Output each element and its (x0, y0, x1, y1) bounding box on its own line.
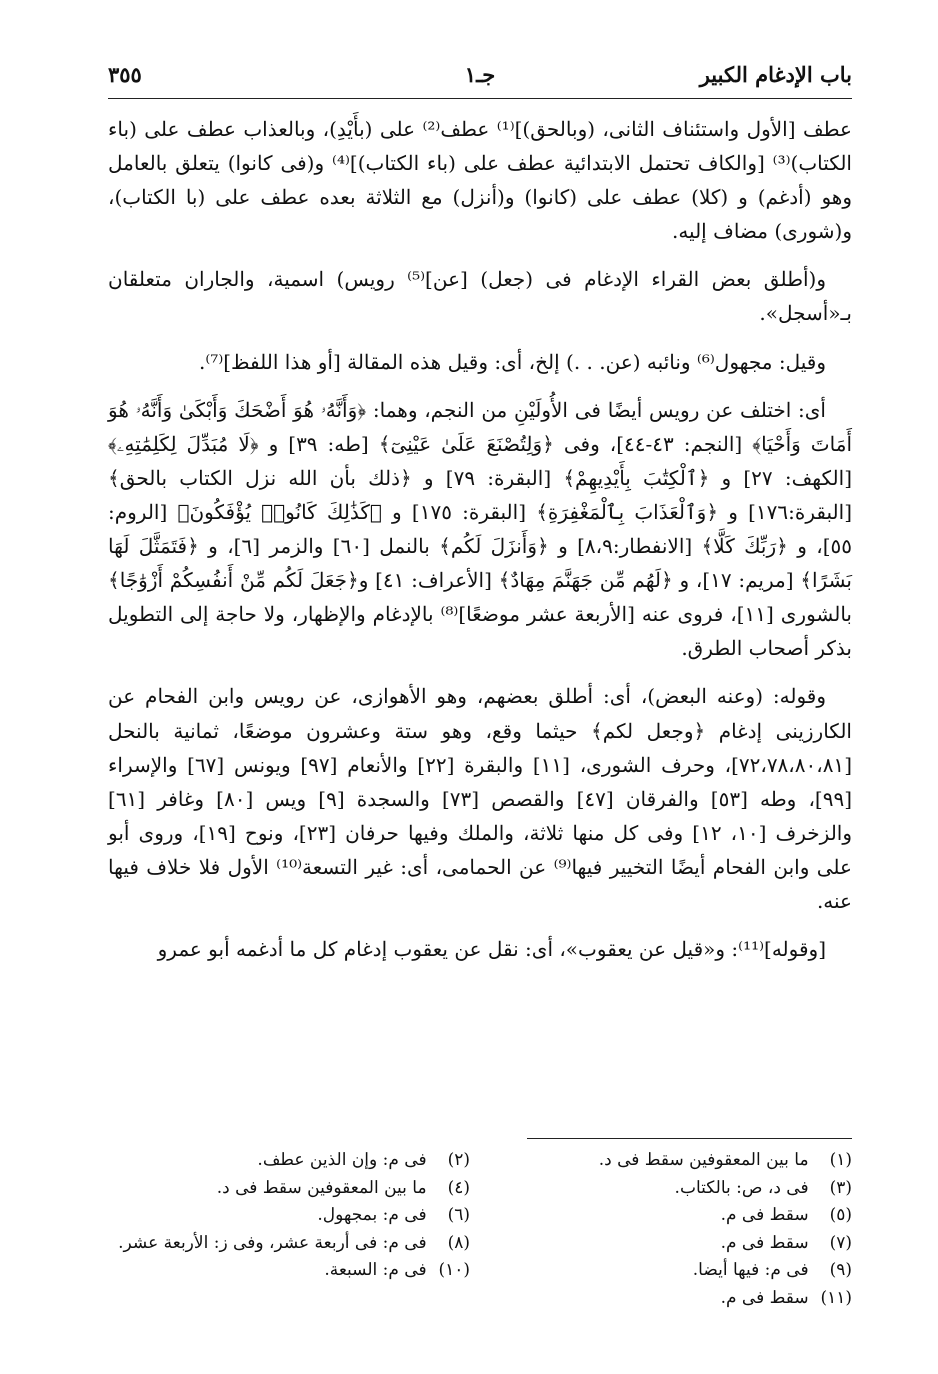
footnote-number: (١١) (820, 1287, 852, 1308)
footnote (490, 1147, 852, 1175)
footnote-text: فى م: فيها أيضا. (692, 1260, 809, 1280)
paragraph-1: عطف [الأول واستئناف الثانى، (وبالحق)]⁽¹⁾ عطف⁽²⁾ على (بأَيْدِ)، وبالعذاب عطف على (باء الكتاب)⁽³⁾ [والكاف تحتمل الابتدائية عطف على (باء الكتاب)]⁽⁴⁾ و(فى كانوا) يتعلق بالعامل وهو (أدغم) و (كلا) عطف على (كانوا) و(أنزل) مع الثلاثة بعده عطف على (با الكتاب)، و(شورى) مضاف إليه. (108, 117, 852, 244)
main-text (108, 112, 852, 980)
chapter-title: باب الإدغام الكبير (699, 62, 852, 87)
page-number: ٣٥٥ (108, 62, 142, 87)
paragraph-2: و(أطلق بعض القراء الإدغام فى (جعل) [عن]⁽⁵⁾ رويس) اسمية، والجاران متعلقان بـ«أسجل». (108, 267, 852, 326)
footnote-number: (٩) (829, 1260, 852, 1280)
footnote (490, 1257, 852, 1285)
running-header (108, 62, 852, 99)
footnote-number: (٤) (447, 1177, 470, 1198)
footnote-number: (٣) (829, 1177, 852, 1198)
footnote (108, 1175, 470, 1203)
footnote (490, 1202, 852, 1230)
footnote-text: فى م: بمجهول. (317, 1205, 427, 1225)
footnote-text: ما بين المعقوفين سقط فى د. (598, 1150, 809, 1170)
footnote-number: (١) (829, 1150, 852, 1170)
footnote-text: فى م: وإن الذين عطف. (257, 1150, 427, 1170)
paragraph-4: أى: اختلف عن رويس أيضًا فى الأُولَيْنِ من النجم، وهما: ﴿وَأَنَّهُۥ هُوَ أَضْحَكَ وَأَبْكَىٰ وَأَنَّهُۥ هُوَ أَمَاتَ وَأَحْيَا﴾ [النجم: ٤٣-٤٤]، وفى ﴿وَلِتُصْنَعَ عَلَىٰ عَيْنِىٓ﴾ [طه: ٣٩] و ﴿لَا مُبَدِّلَ لِكَلِمَٰتِهِۦ﴾ [الكهف: ٢٧] و ﴿ٱلْكِتَٰبَ بِأَيْدِيهِمْ﴾ [البقرة: ٧٩] و ﴿ذلك بأن الله نزل الكتاب بالحق﴾ [البقرة:١٧٦] و ﴿وَٱلْعَذَابَ بِٱلْمَغْفِرَةِ﴾ [البقرة: ١٧٥] و ﴿كَذَٰلِكَ كَانُوا۟ يُؤْفَكُونَ﴾ [الروم: ٥٥]، و ﴿رَبِّكَ كَلَّا﴾ [الانفطار:٨،٩] و ﴿وَأَنزَلَ لَكُم﴾ بالنمل [٦٠] والزمر [٦]، و ﴿فَتَمَثَّلَ لَهَا بَشَرًا﴾ [مريم: ١٧]، و ﴿لَهُم مِّن جَهَنَّمَ مِهَادٌ﴾ [الأعراف: ٤١] و﴿جَعَلَ لَكُم مِّنْ أَنفُسِكُمْ أَزْوَٰجًا﴾ بالشورى [١١]، فروى عنه [الأربعة عشر موضعًا]⁽⁸⁾ بالإدغام والإظهار، ولا حاجة إلى التطويل بذكر أصحاب الطرق. (108, 397, 852, 661)
footnote-text: فى م: السبعة. (324, 1260, 427, 1280)
volume-label: جـ١ (464, 62, 496, 87)
paragraph-6: [وقوله]⁽¹¹⁾: و«قيل عن يعقوب»، أى: نقل عن يعقوب إدغام كل ما أدغمه أبو عمرو (157, 937, 826, 962)
footnote (108, 1257, 470, 1285)
footnote-number: (٧) (829, 1232, 852, 1253)
footnote (108, 1147, 470, 1175)
footnotes-right-column (490, 1147, 852, 1312)
footnote-text: فى م: فى أربعة عشر، وفى ز: الأربعة عشر. (118, 1232, 427, 1253)
paragraph-5: وقوله: (وعنه البعض)، أى: أطلق بعضهم، وهو الأهوازى، عن رويس وابن الفحام عن الكارزينى إدغام ﴿وجعل لكم﴾ حيثما وقع، وهو ستة وعشرون موضعًا، ثمانية بالنحل [٧٢،٧٨،٨٠،٨١]، وحرف الشورى، [١١] والبقرة [٢٢] والأنعام [٩٧] ويونس [٦٧] والإسراء [٩٩]، وطه [٥٣] والفرقان [٤٧] والقصص [٧٣] والسجدة [٩] ويس [٨٠] وغافر [٦١] والزخرف [١٠، ١٢] وفى كل منها ثلاثة، والملك وفيها حرفان [٢٣]، ونوح [١٩]، وروى أبو على وابن الفحام أيضًا التخيير فيها⁽⁹⁾ عن الحمامى، أى: غير التسعة⁽¹⁰⁾ الأول فلا خلاف فيها عنه. (108, 684, 852, 913)
footnote-number: (٢) (447, 1150, 470, 1170)
footnote (490, 1285, 852, 1313)
footnote-number: (٥) (829, 1205, 852, 1225)
footnote-number: (٦) (447, 1205, 470, 1225)
footnote-text: سقط فى م. (720, 1232, 809, 1253)
footnote (490, 1175, 852, 1203)
footnote-text: ما بين المعقوفين سقط فى د. (216, 1177, 427, 1198)
footnote (490, 1230, 852, 1258)
footnote-text: فى د، ص: بالكتاب. (674, 1177, 809, 1198)
footnote-separator (527, 1138, 852, 1139)
footnote (108, 1202, 470, 1230)
footnotes (108, 1147, 852, 1312)
footnote-number: (٨) (447, 1232, 470, 1253)
footnote-text: سقط فى م. (720, 1205, 809, 1225)
footnote-text: سقط فى م. (720, 1287, 809, 1308)
footnote-number: (١٠) (438, 1260, 470, 1280)
footnotes-left-column (108, 1147, 470, 1312)
paragraph-3: وقيل: مجهول⁽⁶⁾ ونائبه (عن. . .) إلخ، أى: وقيل هذه المقالة [أو هذا اللفظ]⁽⁷⁾. (199, 349, 826, 374)
footnote (108, 1230, 470, 1258)
